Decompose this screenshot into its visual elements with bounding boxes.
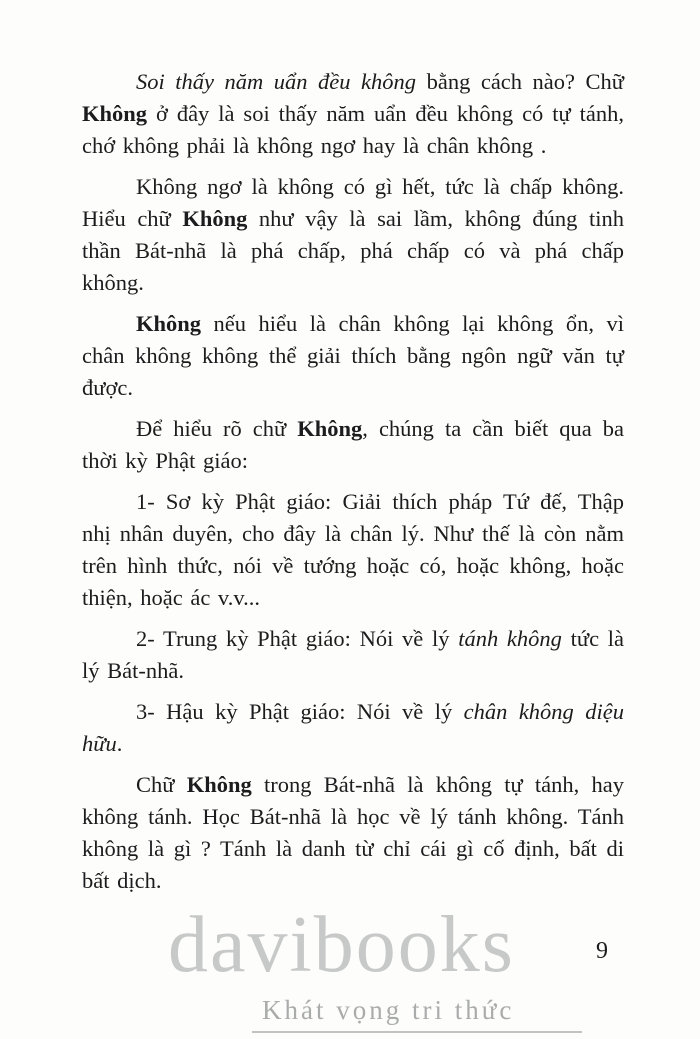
watermark-tagline: Khát vọng tri thức xyxy=(262,995,515,1025)
watermark-rule xyxy=(252,1031,582,1033)
paragraph xyxy=(82,696,624,760)
text-run: Không xyxy=(186,772,252,797)
text-run: Không xyxy=(136,311,202,336)
text-block xyxy=(82,66,624,906)
text-run: Để hiểu rõ chữ xyxy=(136,416,298,441)
page-number: 9 xyxy=(596,938,608,964)
text-run: 1- Sơ kỳ Phật giáo: Giải thích pháp Tứ đế, Thập nhị nhân duyên, cho đây là chân lý. Như thế là còn nằm trên hình thức, nói về tướng hoặc có, hoặc không, hoặc thiện, hoặc ác v.v... xyxy=(82,489,624,610)
text-run: tức là lý Bát-nhã. xyxy=(82,626,624,683)
paragraph xyxy=(82,171,624,299)
text-run: Không xyxy=(182,206,248,231)
text-run: chân không diệu hữu xyxy=(82,699,624,756)
text-run: Không xyxy=(82,101,148,126)
paragraph xyxy=(82,66,624,162)
text-run: Không xyxy=(297,416,363,441)
text-run: . xyxy=(116,731,123,756)
text-run: nếu hiểu là chân không lại không ổn, vì chân không không thể giải thích bằng ngôn ngữ văn tự được. xyxy=(82,311,624,400)
text-run: trong Bát-nhã là không tự tánh, hay không tánh. Học Bát-nhã là học về lý tánh không. Tánh không là gì ? Tánh là danh từ chỉ cái gì cố định, bất di bất dịch. xyxy=(82,772,624,893)
text-run: Không ngơ là không có gì hết, tức là chấp không. Hiểu chữ xyxy=(82,174,624,231)
text-run: ở đây là soi thấy năm uẩn đều không có tự tánh, chớ không phải là không ngơ hay là chân không . xyxy=(82,101,624,158)
paragraph xyxy=(82,623,624,687)
paragraph xyxy=(82,769,624,897)
watermark-brand: davibooks xyxy=(168,901,515,989)
text-run: 3- Hậu kỳ Phật giáo: Nói về lý xyxy=(136,699,464,724)
text-run: như vậy là sai lầm, không đúng tinh thần Bát-nhã là phá chấp, phá chấp có và phá chấp không. xyxy=(82,206,625,295)
paragraph xyxy=(82,308,624,404)
text-run: Chữ xyxy=(136,772,187,797)
text-run: , chúng ta cần biết qua ba thời kỳ Phật giáo: xyxy=(82,416,624,473)
paragraph xyxy=(82,413,624,477)
text-run: tánh không xyxy=(458,626,562,651)
text-run: Soi thấy năm uẩn đều không xyxy=(136,69,417,94)
paragraph xyxy=(82,486,624,614)
text-run: 2- Trung kỳ Phật giáo: Nói về lý xyxy=(136,626,459,651)
text-run: bằng cách nào? Chữ xyxy=(416,69,625,94)
